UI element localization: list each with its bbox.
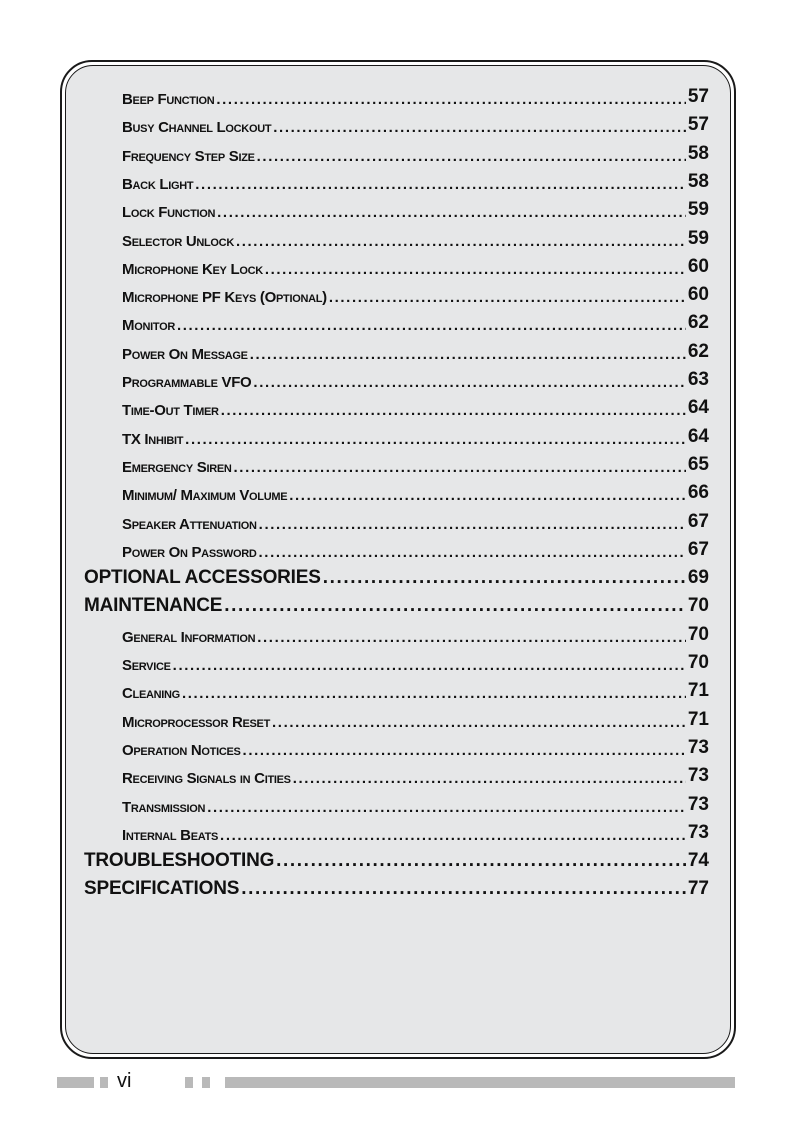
toc-entry-page-number: 67 bbox=[687, 538, 709, 560]
toc-subsection-entry bbox=[122, 452, 709, 476]
toc-subsection-entry bbox=[122, 112, 709, 136]
toc-entry-page-number: 77 bbox=[687, 878, 709, 900]
toc-subsection-entry bbox=[122, 141, 709, 165]
toc-entry-title: Power On Password bbox=[122, 543, 257, 561]
toc-entry-title: Programmable VFO bbox=[122, 374, 252, 391]
toc-entry-title: Cleaning bbox=[122, 685, 180, 703]
dot-leader bbox=[329, 289, 686, 306]
toc-entry-title: MAINTENANCE bbox=[84, 595, 223, 617]
toc-entry-page-number: 64 bbox=[687, 397, 709, 419]
dot-leader bbox=[234, 459, 686, 476]
toc-subsection-entry bbox=[122, 537, 709, 561]
toc-entry-page-number: 58 bbox=[687, 142, 709, 164]
toc-entry-page-number: 66 bbox=[687, 482, 709, 504]
toc-entry-page-number: 64 bbox=[687, 425, 709, 447]
toc-entry-title: Microphone PF Keys (Optional) bbox=[122, 289, 327, 307]
dot-leader bbox=[250, 346, 686, 363]
toc-subsection-entry bbox=[122, 735, 709, 759]
page-number: vi bbox=[117, 1070, 132, 1092]
toc-subsection-entry bbox=[122, 310, 709, 334]
dot-leader bbox=[182, 685, 686, 702]
dot-leader bbox=[276, 850, 686, 872]
toc-entry-page-number: 67 bbox=[687, 510, 709, 532]
dot-leader bbox=[220, 827, 686, 844]
toc-entry-title: TROUBLESHOOTING bbox=[84, 850, 275, 872]
toc-entry-page-number: 73 bbox=[687, 793, 709, 815]
toc-subsection-entry bbox=[122, 763, 709, 787]
toc-entry-page-number: 73 bbox=[687, 821, 709, 843]
toc-entry-page-number: 59 bbox=[687, 199, 709, 221]
toc-entry-page-number: 63 bbox=[687, 369, 709, 390]
footer-bar-right bbox=[225, 1077, 735, 1088]
toc-subsection-entry bbox=[122, 480, 709, 504]
toc-entry-title: Service bbox=[122, 657, 171, 674]
toc-subsection-entry bbox=[122, 339, 709, 363]
toc-subsection-entry bbox=[122, 367, 709, 391]
toc-subsection-entry bbox=[122, 509, 709, 533]
toc-entry-page-number: 60 bbox=[687, 284, 709, 306]
toc-entry-title: Back Light bbox=[122, 175, 194, 193]
dot-leader bbox=[257, 629, 686, 646]
toc-entry-title: General Information bbox=[122, 628, 256, 646]
footer-bar-left bbox=[57, 1077, 94, 1088]
toc-entry-title: Receiving Signals in Cities bbox=[122, 770, 291, 788]
dot-leader bbox=[293, 770, 686, 787]
toc-entry-title: Microprocessor Reset bbox=[122, 713, 271, 731]
dot-leader bbox=[253, 374, 685, 391]
dot-leader bbox=[221, 402, 686, 419]
dot-leader bbox=[216, 91, 685, 108]
dot-leader bbox=[265, 261, 686, 278]
toc-entry-page-number: 74 bbox=[687, 850, 709, 872]
dot-leader bbox=[195, 176, 686, 193]
toc-subsection-entry bbox=[122, 282, 709, 306]
toc-entry-title: Speaker Attenuation bbox=[122, 515, 257, 533]
dot-leader bbox=[257, 148, 686, 165]
page-footer bbox=[0, 1070, 795, 1095]
toc-entry-title: Frequency Step Size bbox=[122, 147, 255, 165]
toc-subsection-entry bbox=[122, 792, 709, 816]
dot-leader bbox=[323, 567, 686, 589]
dot-leader bbox=[243, 742, 686, 759]
toc-entry-title: Busy Channel Lockout bbox=[122, 119, 272, 137]
toc-entry-title: Internal Beats bbox=[122, 826, 219, 844]
toc-entry-title: Selector Unlock bbox=[122, 232, 234, 250]
toc-entry-title: Transmission bbox=[122, 798, 206, 816]
toc-entry-title: SPECIFICATIONS bbox=[84, 878, 240, 900]
toc-entry-page-number: 58 bbox=[687, 170, 709, 192]
toc-entry-page-number: 73 bbox=[687, 736, 709, 758]
toc-subsection-entry bbox=[122, 650, 709, 674]
toc-entry-title: TX Inhibit bbox=[122, 430, 184, 448]
toc-entry-page-number: 70 bbox=[687, 623, 709, 645]
toc-entry-page-number: 60 bbox=[687, 255, 709, 277]
dot-leader bbox=[177, 317, 686, 334]
toc-entry-title: Emergency Siren bbox=[122, 458, 232, 476]
toc-section-entry bbox=[84, 593, 709, 617]
toc-subsection-entry bbox=[122, 84, 709, 108]
footer-bar-square bbox=[100, 1077, 108, 1088]
dot-leader bbox=[289, 487, 686, 504]
toc-subsection-entry bbox=[122, 197, 709, 221]
toc-entry-title: OPTIONAL ACCESSORIES bbox=[84, 567, 321, 589]
toc-subsection-entry bbox=[122, 395, 709, 419]
toc-subsection-entry bbox=[122, 254, 709, 278]
toc-entry-page-number: 62 bbox=[687, 312, 709, 334]
toc-section-entry bbox=[84, 565, 709, 589]
toc-entry-title: Monitor bbox=[122, 317, 175, 335]
dot-leader bbox=[217, 204, 686, 221]
toc-entry-page-number: 57 bbox=[687, 86, 709, 107]
toc-subsection-entry bbox=[122, 678, 709, 702]
dot-leader bbox=[236, 233, 686, 250]
dot-leader bbox=[259, 516, 686, 533]
toc-subsection-entry bbox=[122, 707, 709, 731]
dot-leader bbox=[224, 595, 686, 617]
dot-leader bbox=[207, 799, 686, 816]
toc-entry-page-number: 62 bbox=[687, 340, 709, 362]
toc-section-entry bbox=[84, 848, 709, 872]
dot-leader bbox=[273, 119, 686, 136]
dot-leader bbox=[173, 657, 686, 674]
toc-entry-title: Microphone Key Lock bbox=[122, 260, 263, 278]
toc-entry-page-number: 57 bbox=[687, 114, 709, 136]
toc-entry-page-number: 71 bbox=[687, 708, 709, 730]
dot-leader bbox=[241, 878, 686, 900]
toc-subsection-entry bbox=[122, 424, 709, 448]
toc-subsection-entry bbox=[122, 169, 709, 193]
footer-bar-square bbox=[185, 1077, 193, 1088]
toc-entry-title: Power On Message bbox=[122, 345, 248, 363]
toc-entry-title: Lock Function bbox=[122, 204, 216, 222]
toc-entry-page-number: 59 bbox=[687, 227, 709, 249]
toc-entry-title: Operation Notices bbox=[122, 741, 241, 759]
toc-entry-page-number: 65 bbox=[687, 453, 709, 475]
toc-entry-page-number: 69 bbox=[687, 567, 709, 589]
toc-entry-title: Beep Function bbox=[122, 91, 215, 108]
toc-subsection-entry bbox=[122, 820, 709, 844]
toc-entry-page-number: 70 bbox=[687, 652, 709, 673]
toc-entry-title: Time-Out Timer bbox=[122, 402, 219, 420]
dot-leader bbox=[185, 431, 686, 448]
dot-leader bbox=[259, 544, 686, 561]
toc-subsection-entry bbox=[122, 226, 709, 250]
footer-bar-square bbox=[202, 1077, 210, 1088]
toc-entry-page-number: 73 bbox=[687, 765, 709, 787]
toc-subsection-entry bbox=[122, 622, 709, 646]
dot-leader bbox=[272, 714, 686, 731]
toc-entry-page-number: 70 bbox=[687, 595, 709, 617]
toc-entry-title: Minimum/ Maximum Volume bbox=[122, 487, 288, 505]
toc-entry-page-number: 71 bbox=[687, 680, 709, 702]
toc-section-entry bbox=[84, 876, 709, 900]
